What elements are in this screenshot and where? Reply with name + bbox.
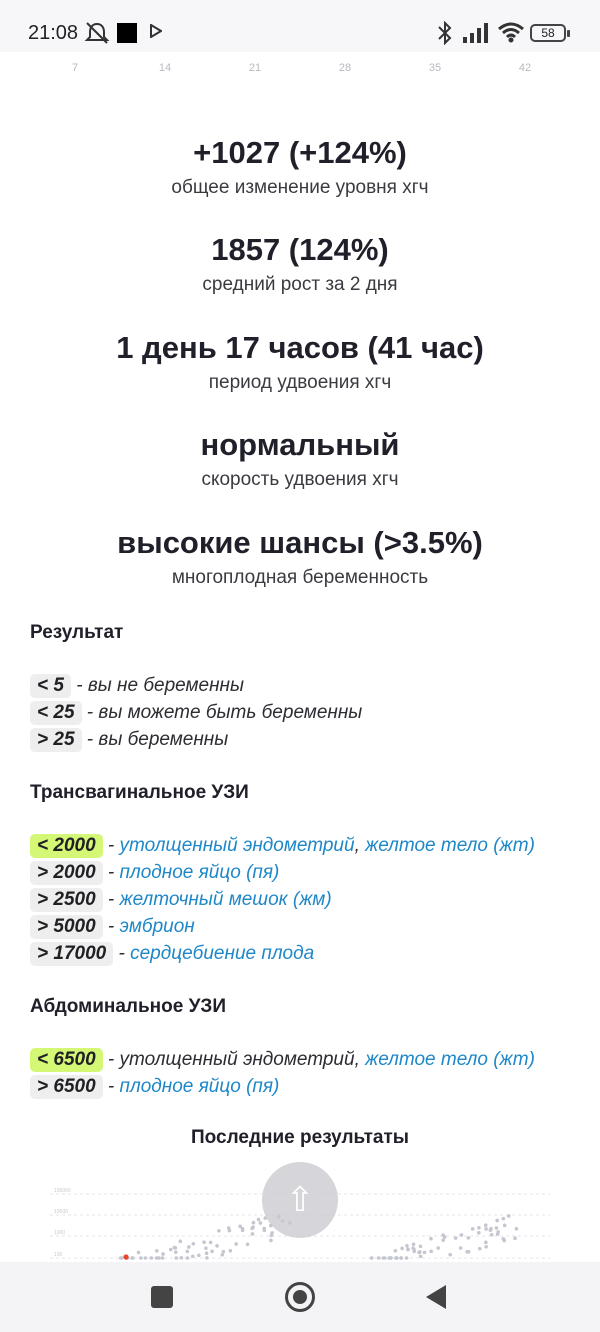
chart-point bbox=[495, 1226, 499, 1230]
transvaginal-line: > 5000 - эмбрион bbox=[30, 915, 195, 939]
chart-point bbox=[389, 1256, 393, 1260]
chart-point bbox=[131, 1256, 135, 1260]
chart-point bbox=[161, 1252, 165, 1256]
chart-point bbox=[174, 1256, 178, 1260]
chart-point bbox=[417, 1251, 421, 1255]
chart-point bbox=[377, 1256, 381, 1260]
last-results-title: Последние результаты bbox=[191, 1127, 409, 1148]
chart-point bbox=[399, 1256, 403, 1260]
axis-tick: 14 bbox=[158, 62, 172, 74]
result-line: < 5 - вы не беременны bbox=[30, 674, 244, 698]
endometrium-text: утолщенный эндометрий bbox=[119, 1049, 355, 1070]
axis-tick: 21 bbox=[248, 62, 262, 74]
stat-label: скорость удвоения хгч bbox=[201, 469, 399, 490]
stat-value: 1 день 17 часов (41 час) bbox=[116, 330, 484, 365]
chart-point bbox=[467, 1236, 471, 1240]
chart-point bbox=[419, 1244, 423, 1248]
chart-y-tick: 10000 bbox=[54, 1209, 68, 1215]
recent-apps-icon[interactable] bbox=[151, 1286, 173, 1308]
stat-multiple-pregnancy bbox=[0, 525, 600, 589]
threshold-badge-highlighted: < 2000 bbox=[30, 834, 103, 858]
chart-point bbox=[513, 1236, 517, 1240]
signal-icon bbox=[462, 22, 490, 44]
abdominal-line: > 6500 - плодное яйцо (пя) bbox=[30, 1075, 279, 1099]
chart-point bbox=[436, 1246, 440, 1250]
corpus-luteum-link[interactable]: желтое тело (жт) bbox=[365, 1049, 535, 1070]
chart-point bbox=[186, 1256, 190, 1260]
chart-point bbox=[263, 1229, 267, 1233]
chart-point bbox=[119, 1256, 123, 1260]
result-text: вы не беременны bbox=[87, 675, 244, 696]
chart-point bbox=[179, 1256, 183, 1260]
chart-point bbox=[394, 1249, 398, 1253]
stat-label: средний рост за 2 дня bbox=[202, 274, 398, 295]
chart-point bbox=[370, 1256, 374, 1260]
chart-point bbox=[210, 1250, 214, 1254]
play-icon bbox=[150, 24, 162, 38]
chart-point bbox=[405, 1244, 409, 1248]
chart-point bbox=[484, 1241, 488, 1245]
battery-indicator: 58 bbox=[530, 24, 566, 42]
threshold-badge-highlighted: < 6500 bbox=[30, 1048, 103, 1072]
result-section-title: Результат bbox=[30, 622, 124, 643]
chart-point bbox=[507, 1214, 511, 1218]
transvaginal-line: > 17000 - сердцебиение плода bbox=[30, 942, 314, 966]
chart-point bbox=[238, 1225, 242, 1229]
threshold-badge: > 25 bbox=[30, 728, 82, 752]
gestational-sac-link[interactable]: плодное яйцо (пя) bbox=[119, 862, 280, 883]
gestational-sac-link[interactable]: плодное яйцо (пя) bbox=[119, 1076, 280, 1097]
axis-tick: 35 bbox=[428, 62, 442, 74]
transvaginal-line: > 2500 - желточный мешок (жм) bbox=[30, 888, 332, 912]
chart-point bbox=[477, 1226, 481, 1230]
chart-point bbox=[394, 1256, 398, 1260]
bell-off-icon bbox=[84, 21, 110, 45]
axis-tick: 42 bbox=[518, 62, 532, 74]
abdominal-line: < 6500 - утолщенный эндометрий, желтое тело (жт) bbox=[30, 1048, 535, 1072]
chart-point bbox=[144, 1256, 148, 1260]
chart-point bbox=[382, 1256, 386, 1260]
stat-label: многоплодная беременность bbox=[171, 567, 429, 588]
stat-doubling-period bbox=[0, 330, 600, 394]
threshold-badge: > 17000 bbox=[30, 942, 113, 966]
arrow-up-icon: ⇧ bbox=[285, 1181, 315, 1219]
chart-point bbox=[405, 1256, 409, 1260]
chart-y-tick: 1000 bbox=[54, 1230, 66, 1236]
chart-point bbox=[222, 1250, 226, 1254]
chart-point bbox=[490, 1233, 494, 1237]
chart-point bbox=[448, 1253, 452, 1257]
chart-point bbox=[489, 1228, 493, 1232]
axis-tick: 7 bbox=[71, 62, 79, 74]
stat-label: период удвоения хгч bbox=[208, 372, 392, 393]
chart-y-tick: 100 bbox=[54, 1252, 63, 1258]
chart-point bbox=[429, 1249, 433, 1253]
status-bar bbox=[0, 0, 600, 52]
chart-point bbox=[477, 1231, 481, 1235]
stat-average-growth bbox=[0, 232, 600, 296]
chart-point bbox=[471, 1227, 475, 1231]
chart-point bbox=[406, 1248, 410, 1252]
threshold-badge: > 2500 bbox=[30, 888, 103, 912]
chart-point bbox=[197, 1253, 201, 1257]
chart-point bbox=[191, 1254, 195, 1258]
chart-point bbox=[246, 1242, 250, 1246]
transvaginal-line: < 2000 - утолщенный эндометрий, желтое тело (жт) bbox=[30, 834, 535, 858]
chart-point bbox=[149, 1256, 153, 1260]
chart-point bbox=[217, 1229, 221, 1233]
chart-point-current bbox=[123, 1254, 128, 1259]
stat-value: нормальный bbox=[200, 427, 400, 462]
chart-point bbox=[269, 1239, 273, 1243]
notification-square-icon bbox=[117, 23, 137, 43]
result-line: > 25 - вы беременны bbox=[30, 728, 228, 752]
endometrium-link[interactable]: утолщенный эндометрий bbox=[119, 835, 355, 856]
back-icon[interactable] bbox=[426, 1285, 446, 1309]
abdominal-section-title: Абдоминальное УЗИ bbox=[30, 996, 226, 1017]
chart-point bbox=[155, 1249, 159, 1253]
chart-point bbox=[441, 1238, 445, 1242]
chart-point bbox=[202, 1240, 206, 1244]
chart-point bbox=[139, 1256, 143, 1260]
chart-point bbox=[174, 1250, 178, 1254]
chart-point bbox=[454, 1236, 458, 1240]
chart-point bbox=[227, 1226, 231, 1230]
chart-point bbox=[478, 1247, 482, 1251]
scroll-up-button[interactable] bbox=[262, 1162, 338, 1238]
threshold-badge: > 6500 bbox=[30, 1075, 103, 1099]
yolk-sac-link[interactable]: желточный мешок (жм) bbox=[119, 889, 332, 910]
chart-x-axis-ticks bbox=[0, 62, 600, 78]
result-line: < 25 - вы можете быть беременны bbox=[30, 701, 362, 725]
chart-point bbox=[259, 1221, 263, 1225]
chart-point bbox=[209, 1241, 213, 1245]
chart-point bbox=[205, 1256, 209, 1260]
chart-point bbox=[215, 1244, 219, 1248]
bluetooth-icon bbox=[437, 21, 453, 45]
chart-point bbox=[429, 1237, 433, 1241]
chart-point bbox=[161, 1256, 165, 1260]
threshold-badge: < 25 bbox=[30, 701, 82, 725]
stat-value: 1857 (124%) bbox=[211, 232, 389, 267]
stat-doubling-speed bbox=[0, 427, 600, 491]
chart-point bbox=[186, 1250, 190, 1254]
chart-point bbox=[412, 1250, 416, 1254]
chart-point bbox=[412, 1243, 416, 1247]
chart-point bbox=[173, 1246, 177, 1250]
corpus-luteum-link[interactable]: желтое тело (жт) bbox=[365, 835, 535, 856]
chart-point bbox=[400, 1247, 404, 1251]
threshold-badge: < 5 bbox=[30, 674, 71, 698]
chart-point bbox=[460, 1233, 464, 1237]
stat-total-change bbox=[0, 135, 600, 199]
chart-point bbox=[257, 1218, 261, 1222]
system-nav-bar bbox=[0, 1262, 600, 1332]
heartbeat-link[interactable]: сердцебиение плода bbox=[130, 943, 315, 964]
chart-point bbox=[229, 1249, 233, 1253]
chart-point bbox=[169, 1248, 173, 1252]
result-text: вы можете быть беременны bbox=[98, 702, 363, 723]
chart-point bbox=[459, 1246, 463, 1250]
chart-point bbox=[205, 1251, 209, 1255]
chart-y-tick: 100000 bbox=[54, 1188, 71, 1194]
chart-point bbox=[495, 1219, 499, 1223]
embryo-link[interactable]: эмбрион bbox=[119, 916, 195, 937]
stat-label: общее изменение уровня хгч bbox=[171, 177, 429, 198]
status-time: 21:08 bbox=[28, 22, 79, 44]
chart-point bbox=[484, 1227, 488, 1231]
chart-point bbox=[192, 1242, 196, 1246]
result-text: вы беременны bbox=[98, 729, 229, 750]
threshold-badge: > 5000 bbox=[30, 915, 103, 939]
chart-point bbox=[178, 1240, 182, 1244]
threshold-badge: > 2000 bbox=[30, 861, 103, 885]
chart-point bbox=[252, 1221, 256, 1225]
chart-point bbox=[419, 1255, 423, 1259]
transvaginal-section-title: Трансвагинальное УЗИ bbox=[30, 782, 249, 803]
chart-point bbox=[441, 1233, 445, 1237]
chart-point bbox=[503, 1224, 507, 1228]
chart-point bbox=[465, 1250, 469, 1254]
chart-point bbox=[155, 1256, 159, 1260]
wifi-icon bbox=[497, 21, 525, 43]
chart-point bbox=[187, 1245, 191, 1249]
chart-point bbox=[502, 1217, 506, 1221]
home-icon[interactable] bbox=[285, 1282, 315, 1312]
axis-tick: 28 bbox=[338, 62, 352, 74]
chart-point bbox=[204, 1246, 208, 1250]
chart-point bbox=[423, 1251, 427, 1255]
chart-point bbox=[251, 1225, 255, 1229]
chart-point bbox=[220, 1253, 224, 1257]
chart-point bbox=[234, 1242, 238, 1246]
chart-point bbox=[484, 1223, 488, 1227]
transvaginal-line: > 2000 - плодное яйцо (пя) bbox=[30, 861, 279, 885]
stat-value: высокие шансы (>3.5%) bbox=[117, 525, 483, 560]
chart-point bbox=[515, 1227, 519, 1231]
chart-point bbox=[496, 1232, 500, 1236]
chart-point bbox=[251, 1232, 255, 1236]
chart-point bbox=[484, 1245, 488, 1249]
chart-point bbox=[270, 1231, 274, 1235]
stat-value: +1027 (+124%) bbox=[193, 135, 407, 170]
chart-point bbox=[137, 1251, 141, 1255]
chart-point bbox=[502, 1237, 506, 1241]
